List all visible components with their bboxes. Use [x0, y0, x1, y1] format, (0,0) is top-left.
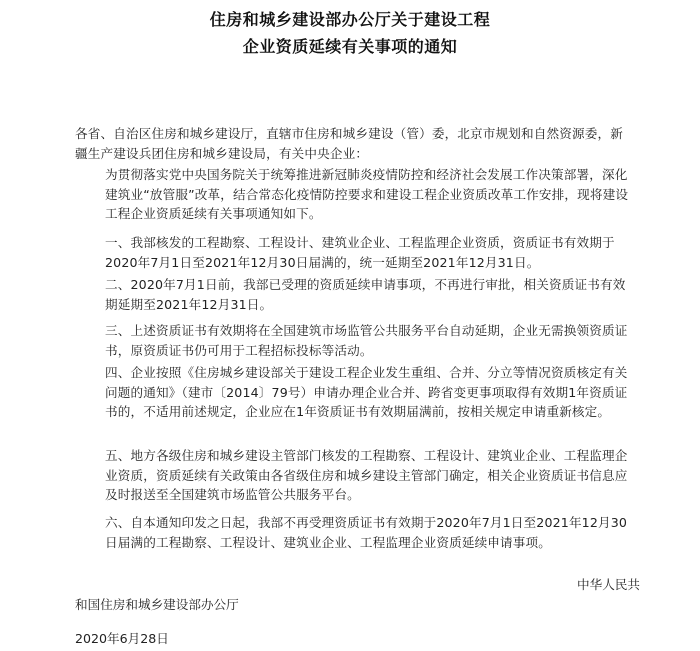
- addressee-paragraph: 各省、自治区住房和城乡建设厅，直辖市住房和城乡建设（管）委，北京市规划和自然资源委，新疆生产建设兵团住房和城乡建设局，有关中央企业：: [75, 126, 623, 161]
- issue-date: 2020年6月28日: [75, 631, 169, 646]
- clause-6-paragraph: 六、自本通知印发之日起，我部不再受理资质证书有效期于2020年7月1日至2021年12月30日届满的工程勘察、工程设计、建筑业企业、工程监理企业资质延续申请事项。: [105, 515, 628, 550]
- signature-issuer-part-1: 中华人民共: [577, 577, 640, 592]
- clause-3-paragraph: 三、上述资质证书有效期将在全国建筑市场监管公共服务平台自动延期，企业无需换领资质证书，原资质证书仍可用于工程招标投标等活动。: [105, 323, 628, 358]
- intro-paragraph: 为贯彻落实党中央国务院关于统筹推进新冠肺炎疫情防控和经济社会发展工作决策部署，深化建筑业“放管服”改革，结合常态化疫情防控要求和建设工程企业资质改革工作安排，现将建设工程企业资质延续有关事项通知如下。: [105, 167, 629, 221]
- document-title-line-2: 企业资质延续有关事项的通知: [242, 37, 458, 56]
- signature-issuer-part-2: 和国住房和城乡建设部办公厅: [75, 597, 239, 612]
- clause-2-paragraph: 二、2020年7月1日前，我部已受理的资质延续申请事项，不再进行审批，相关资质证书有效期延期至2021年12月31日。: [105, 277, 626, 312]
- clause-4-paragraph: 四、企业按照《住房城乡建设部关于建设工程企业发生重组、合并、分立等情况资质核定有关问题的通知》（建市〔2014〕79号）申请办理企业合并、跨省变更事项取得有效期1年资质证书的，不适用前述规定，企业应在1年资质证书有效期届满前，按相关规定申请重新核定。: [105, 365, 628, 419]
- clause-1-paragraph: 一、我部核发的工程勘察、工程设计、建筑业企业、工程监理企业资质，资质证书有效期于2020年7月1日至2021年12月30日届满的，统一延期至2021年12月31日。: [105, 235, 615, 270]
- clause-5-paragraph: 五、地方各级住房和城乡建设主管部门核发的工程勘察、工程设计、建筑业企业、工程监理企业资质，资质延续有关政策由各省级住房和城乡建设主管部门确定，相关企业资质证书信息应及时报送至全国建筑市场监管公共服务平台。: [105, 448, 628, 502]
- document-title-line-1: 住房和城乡建设部办公厅关于建设工程: [209, 10, 491, 29]
